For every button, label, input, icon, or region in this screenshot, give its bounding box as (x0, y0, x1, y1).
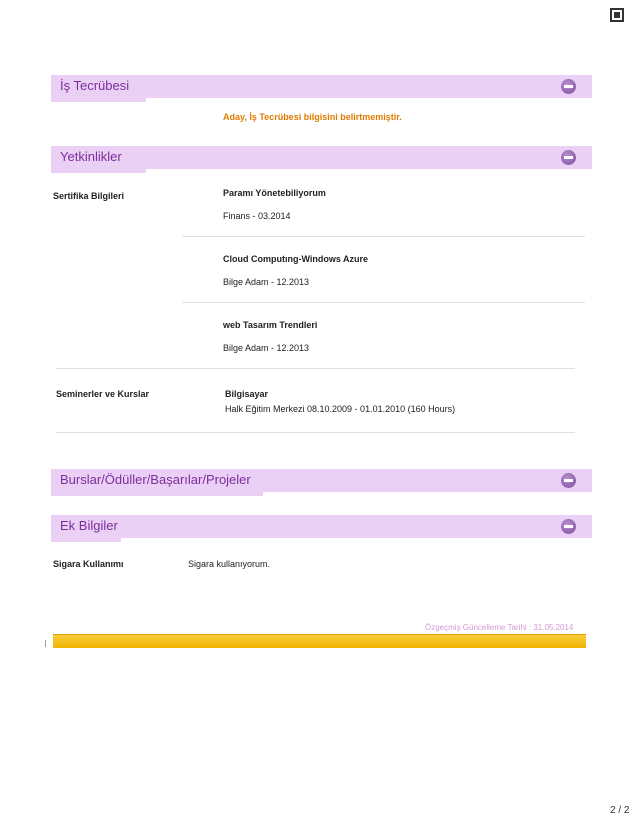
certificate-detail: Bilge Adam - 12.2013 (223, 343, 310, 353)
expand-icon[interactable] (610, 8, 624, 22)
certificate-detail: Finans - 03.2014 (223, 211, 291, 221)
certificate-name: web Tasarım Trendleri (223, 320, 318, 330)
update-date: Özgeçmiş Güncelleme Tarihi : 31.05.2014 (425, 623, 574, 632)
seminar-name: Bilgisayar (225, 389, 269, 399)
collapse-minus-icon[interactable] (561, 150, 576, 165)
seminar-detail: Halk Eğitim Merkezi 08.10.2009 - 01.01.2010 (160 Hours) (225, 404, 456, 414)
section-header-awards (51, 469, 592, 492)
certificate-detail: Bilge Adam - 12.2013 (223, 277, 310, 287)
section-underline (51, 538, 121, 542)
seminars-label: Seminerler ve Kurslar (56, 389, 150, 399)
section-underline (51, 492, 263, 496)
section-title-extra: Ek Bilgiler (60, 518, 118, 533)
collapse-minus-icon[interactable] (561, 79, 576, 94)
section-title-skills: Yetkinlikler (60, 149, 122, 164)
margin-mark (45, 640, 46, 647)
divider (56, 368, 575, 369)
footer-bar (53, 634, 586, 648)
certificates-label: Sertifika Bilgileri (53, 191, 125, 201)
divider (56, 432, 575, 433)
section-underline (51, 169, 146, 173)
section-header-skills (51, 146, 592, 169)
divider (182, 236, 585, 237)
section-header-extra (51, 515, 592, 538)
extra-info-label: Sigara Kullanımı (53, 559, 124, 569)
certificate-name: Paramı Yönetebiliyorum (223, 188, 326, 198)
section-title-awards: Burslar/Ödüller/Başarılar/Projeler (60, 472, 251, 487)
section-header-experience (51, 75, 592, 98)
extra-info-value: Sigara kullanıyorum. (188, 559, 271, 569)
page-number: 2 / 2 (610, 805, 630, 816)
experience-empty-message: Aday, İş Tecrübesi bilgisini belirtmemiştir. (223, 112, 402, 122)
collapse-minus-icon[interactable] (561, 519, 576, 534)
section-title-experience: İş Tecrübesi (60, 78, 130, 93)
section-underline (51, 98, 146, 102)
divider (182, 302, 585, 303)
certificate-name: Cloud Computıng-Windows Azure (223, 254, 369, 264)
collapse-minus-icon[interactable] (561, 473, 576, 488)
